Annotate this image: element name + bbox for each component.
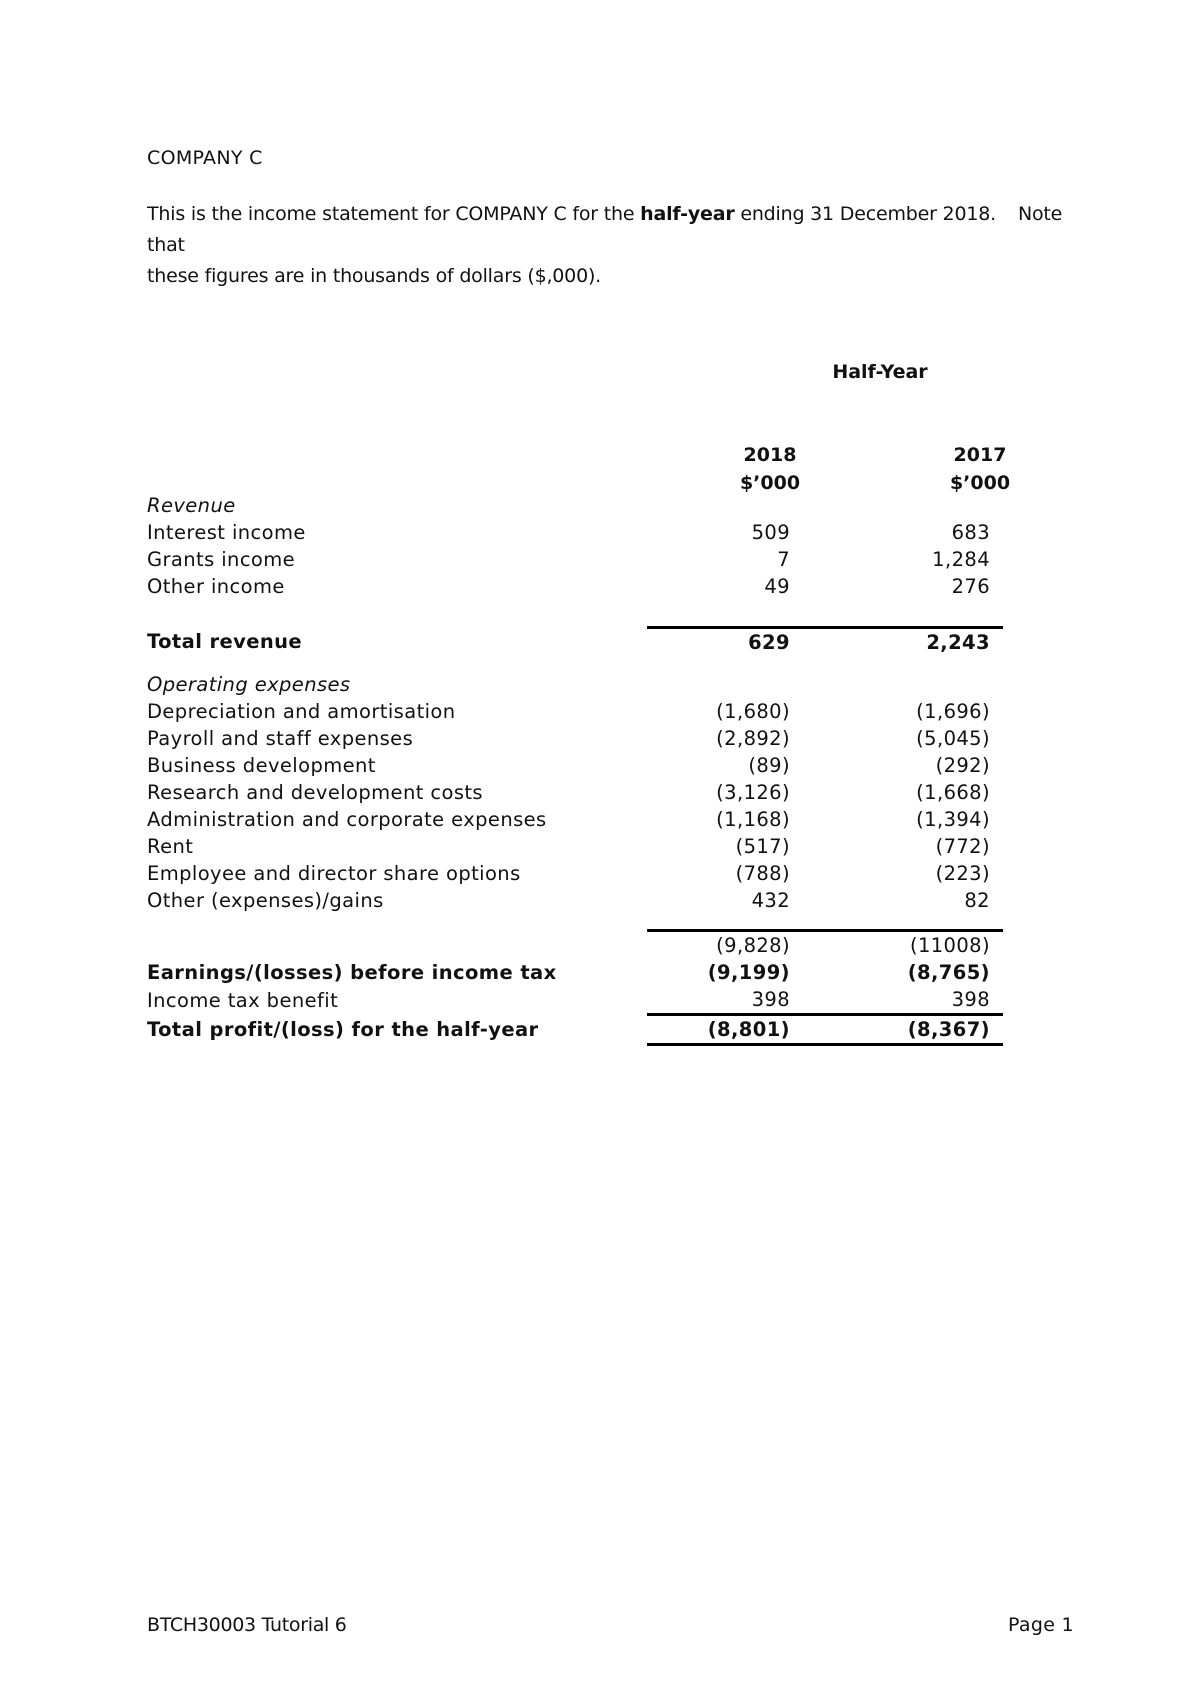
table-row	[147, 779, 1003, 806]
column-year: 2018	[743, 444, 797, 466]
value-2018: 49	[764, 575, 790, 598]
expenses-subtotal-row	[147, 931, 1003, 960]
row-label: Employee and director share options	[147, 862, 521, 885]
row-label: Income tax benefit	[147, 988, 339, 1012]
value-2018: (788)	[735, 862, 790, 885]
intro-paragraph	[147, 199, 1087, 292]
value-2018: (89)	[748, 754, 790, 777]
earnings-before-tax-row	[147, 959, 1003, 986]
value-2018: 629	[647, 628, 800, 657]
row-label: Total profit/(loss) for the half-year	[147, 1018, 539, 1041]
table-row	[147, 833, 1003, 860]
income-statement-table	[147, 492, 1003, 1046]
total-profit-row	[147, 1015, 1003, 1045]
value-2017: (8,765)	[907, 961, 990, 984]
intro-text-2: ending 31 December 2018.	[734, 203, 996, 225]
row-label: Payroll and staff expenses	[147, 727, 414, 750]
value-2018: 7	[777, 548, 790, 571]
period-header: Half-Year	[832, 361, 928, 383]
table-row	[147, 519, 1003, 546]
value-2017: (1,696)	[916, 700, 990, 723]
intro-text-4: these figures are in thousands of dollars ($,000).	[147, 265, 602, 287]
value-2017: (223)	[935, 862, 990, 885]
footer-course-label: BTCH30003 Tutorial 6	[147, 1614, 347, 1636]
row-label: Other (expenses)/gains	[147, 889, 384, 912]
row-label: Interest income	[147, 521, 306, 544]
column-unit: $’000	[739, 472, 801, 494]
value-2017: (292)	[935, 754, 990, 777]
value-2017: (11008)	[800, 931, 1003, 960]
value-2017: 398	[951, 988, 990, 1011]
row-label: Rent	[147, 835, 194, 858]
total-revenue-row	[147, 628, 1003, 657]
column-header-2017	[910, 441, 1050, 497]
table-row	[147, 806, 1003, 833]
value-2018: (2,892)	[716, 727, 790, 750]
document-title: COMPANY C	[147, 147, 263, 169]
value-2018: 432	[751, 889, 790, 912]
value-2017: (772)	[935, 835, 990, 858]
column-unit: $’000	[949, 472, 1011, 494]
page-number: Page 1	[1008, 1614, 1074, 1636]
intro-text-1: This is the income statement for COMPANY C for the	[147, 203, 641, 225]
column-header-2018	[700, 441, 840, 497]
row-label: Research and development costs	[147, 781, 483, 804]
table-row	[147, 725, 1003, 752]
value-2017: 2,243	[800, 628, 1003, 657]
row-label: Grants income	[147, 548, 296, 571]
table-row	[147, 860, 1003, 887]
row-label: Business development	[147, 754, 376, 777]
section-heading-row	[147, 671, 1003, 698]
value-2018: 509	[751, 521, 790, 544]
value-2018: (9,199)	[707, 961, 790, 984]
section-heading: Operating expenses	[147, 673, 351, 696]
value-2018: (1,168)	[716, 808, 790, 831]
income-tax-row	[147, 986, 1003, 1015]
row-label: Other income	[147, 575, 285, 598]
value-2017: 683	[951, 521, 990, 544]
value-2018: (517)	[735, 835, 790, 858]
value-2017: 82	[964, 889, 990, 912]
table-row	[147, 887, 1003, 914]
row-label: Administration and corporate expenses	[147, 808, 547, 831]
value-2018: (1,680)	[716, 700, 790, 723]
table-row	[147, 573, 1003, 600]
intro-bold-half-year: half-year	[640, 203, 735, 225]
value-2018: 398	[751, 988, 790, 1011]
value-2018: (8,801)	[647, 1015, 800, 1045]
value-2017: (5,045)	[916, 727, 990, 750]
value-2017: (1,394)	[916, 808, 990, 831]
value-2017: 276	[951, 575, 990, 598]
table-row	[147, 546, 1003, 573]
column-year: 2017	[953, 444, 1007, 466]
table-row	[147, 752, 1003, 779]
value-2017: (8,367)	[800, 1015, 1003, 1045]
row-label: Total revenue	[147, 630, 303, 654]
intro-text-3: Note that	[147, 203, 1063, 256]
value-2017: (1,668)	[916, 781, 990, 804]
section-heading: Revenue	[147, 494, 236, 517]
row-label: Depreciation and amortisation	[147, 700, 456, 723]
value-2018: (3,126)	[716, 781, 790, 804]
table-row	[147, 698, 1003, 725]
section-heading-row	[147, 492, 1003, 519]
row-label: Earnings/(losses) before income tax	[147, 961, 557, 984]
value-2017: 1,284	[932, 548, 990, 571]
value-2018: (9,828)	[647, 931, 800, 960]
